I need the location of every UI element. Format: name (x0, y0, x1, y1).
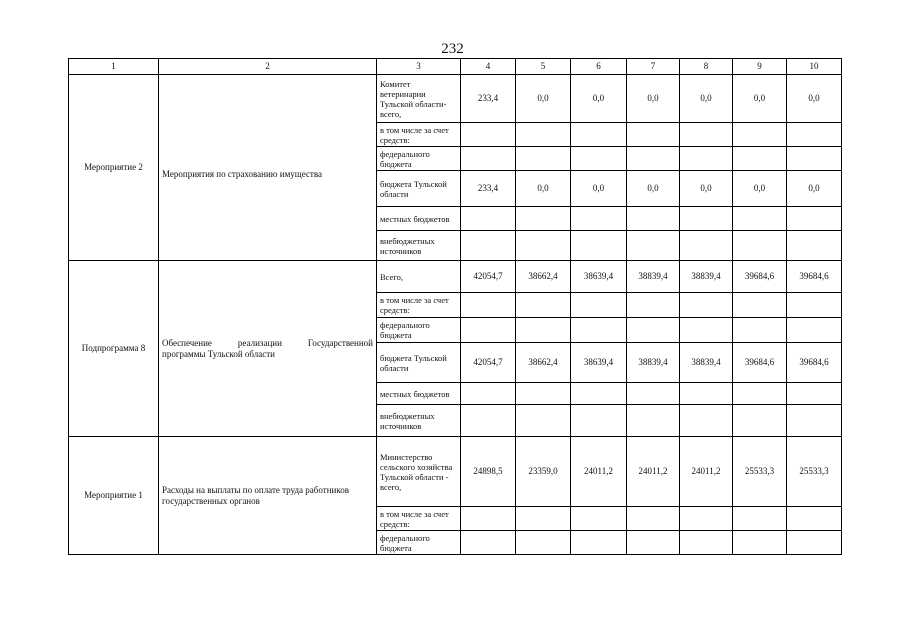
funding-source: местных бюджетов (377, 207, 461, 231)
value-cell (627, 207, 680, 231)
value-cell (516, 293, 571, 318)
value-cell (571, 207, 627, 231)
value-cell (461, 405, 516, 437)
value-cell (516, 405, 571, 437)
header-row (69, 59, 842, 75)
value-cell (787, 293, 842, 318)
value-cell (461, 383, 516, 405)
value-cell (571, 231, 627, 261)
value-cell (516, 531, 571, 555)
measure-title (159, 261, 377, 437)
value-cell (787, 231, 842, 261)
value-cell: 38839,4 (680, 261, 733, 293)
value-cell: 0,0 (680, 75, 733, 123)
value-cell (680, 123, 733, 147)
value-cell: 233,4 (461, 75, 516, 123)
value-cell (516, 383, 571, 405)
value-cell: 38662,4 (516, 343, 571, 383)
value-cell (787, 531, 842, 555)
value-cell: 24011,2 (680, 437, 733, 507)
value-cell (461, 207, 516, 231)
page-number: 232 (441, 41, 464, 57)
column-header: 4 (461, 59, 516, 75)
column-header: 2 (159, 59, 377, 75)
value-cell: 42054,7 (461, 261, 516, 293)
value-cell (516, 318, 571, 343)
measure-title: Расходы на выплаты по оплате труда работников государственных органов (159, 437, 377, 555)
value-cell: 0,0 (516, 171, 571, 207)
funding-source: внебюджетных источников (377, 405, 461, 437)
value-cell (627, 531, 680, 555)
value-cell (627, 507, 680, 531)
value-cell: 0,0 (571, 171, 627, 207)
value-cell (787, 507, 842, 531)
value-cell: 24898,5 (461, 437, 516, 507)
value-cell (461, 293, 516, 318)
value-cell (627, 318, 680, 343)
value-cell: 0,0 (571, 75, 627, 123)
value-cell: 23359,0 (516, 437, 571, 507)
table-row (69, 261, 842, 293)
value-cell (516, 147, 571, 171)
value-cell: 42054,7 (461, 343, 516, 383)
value-cell (680, 231, 733, 261)
funding-source: Комитет ветеринарии Тульской области- всего, (377, 75, 461, 123)
value-cell: 38839,4 (627, 261, 680, 293)
column-header: 6 (571, 59, 627, 75)
value-cell (627, 231, 680, 261)
table-row (69, 75, 842, 123)
value-cell (627, 405, 680, 437)
value-cell (571, 507, 627, 531)
funding-source: бюджета Тульской области (377, 171, 461, 207)
funding-source: бюджета Тульской области (377, 343, 461, 383)
column-header: 9 (733, 59, 787, 75)
value-cell (680, 507, 733, 531)
funding-source: федерального бюджета (377, 147, 461, 171)
value-cell (680, 531, 733, 555)
measure-title-line: программы Тульской области (162, 348, 276, 359)
value-cell: 233,4 (461, 171, 516, 207)
measure-title-line: Обеспечение реализации Государственной (162, 337, 373, 348)
measure-title: Мероприятия по страхованию имущества (159, 75, 377, 261)
funding-source: местных бюджетов (377, 383, 461, 405)
column-header: 8 (680, 59, 733, 75)
table-row (69, 437, 842, 507)
value-cell (680, 405, 733, 437)
value-cell: 38662,4 (516, 261, 571, 293)
value-cell (787, 123, 842, 147)
measure-name: Мероприятие 1 (69, 437, 159, 555)
funding-source: федерального бюджета (377, 318, 461, 343)
value-cell: 0,0 (787, 75, 842, 123)
value-cell (571, 318, 627, 343)
budget-table (68, 58, 842, 555)
value-cell (571, 293, 627, 318)
value-cell: 38839,4 (627, 343, 680, 383)
measure-name: Мероприятие 2 (69, 75, 159, 261)
value-cell (733, 383, 787, 405)
value-cell (733, 405, 787, 437)
value-cell (461, 531, 516, 555)
value-cell: 38639,4 (571, 343, 627, 383)
column-header: 10 (787, 59, 842, 75)
value-cell (571, 147, 627, 171)
value-cell (787, 147, 842, 171)
column-header: 1 (69, 59, 159, 75)
column-header: 3 (377, 59, 461, 75)
value-cell: 0,0 (627, 171, 680, 207)
value-cell (571, 531, 627, 555)
measure-name: Подпрограмма 8 (69, 261, 159, 437)
value-cell (680, 293, 733, 318)
value-cell: 24011,2 (627, 437, 680, 507)
value-cell (680, 147, 733, 171)
value-cell: 25533,3 (733, 437, 787, 507)
value-cell (516, 231, 571, 261)
value-cell: 38639,4 (571, 261, 627, 293)
value-cell: 39684,6 (733, 261, 787, 293)
value-cell: 0,0 (733, 75, 787, 123)
value-cell: 0,0 (787, 171, 842, 207)
value-cell (461, 507, 516, 531)
column-header: 7 (627, 59, 680, 75)
value-cell (571, 405, 627, 437)
value-cell (787, 318, 842, 343)
value-cell (787, 383, 842, 405)
funding-source: в том числе за счет средств: (377, 507, 461, 531)
value-cell (733, 231, 787, 261)
value-cell (627, 147, 680, 171)
value-cell (571, 123, 627, 147)
funding-source: Всего, (377, 261, 461, 293)
value-cell (733, 507, 787, 531)
value-cell (461, 123, 516, 147)
value-cell (787, 405, 842, 437)
value-cell (733, 147, 787, 171)
value-cell (516, 123, 571, 147)
value-cell (627, 123, 680, 147)
value-cell (516, 207, 571, 231)
funding-source: Министерство сельского хозяйства Тульской области - всего, (377, 437, 461, 507)
value-cell: 25533,3 (787, 437, 842, 507)
value-cell: 0,0 (680, 171, 733, 207)
funding-source: в том числе за счет средств: (377, 123, 461, 147)
column-header: 5 (516, 59, 571, 75)
value-cell (461, 318, 516, 343)
value-cell (627, 293, 680, 318)
value-cell: 0,0 (516, 75, 571, 123)
value-cell: 39684,6 (787, 343, 842, 383)
value-cell (733, 318, 787, 343)
value-cell (680, 383, 733, 405)
value-cell (680, 318, 733, 343)
value-cell (733, 123, 787, 147)
value-cell (627, 383, 680, 405)
value-cell (516, 507, 571, 531)
value-cell (733, 531, 787, 555)
value-cell (571, 383, 627, 405)
value-cell (787, 207, 842, 231)
funding-source: в том числе за счет средств: (377, 293, 461, 318)
value-cell: 0,0 (627, 75, 680, 123)
funding-source: внебюджетных источников (377, 231, 461, 261)
value-cell: 38839,4 (680, 343, 733, 383)
value-cell (461, 231, 516, 261)
value-cell: 0,0 (733, 171, 787, 207)
value-cell (680, 207, 733, 231)
funding-source: федерального бюджета (377, 531, 461, 555)
value-cell: 39684,6 (733, 343, 787, 383)
value-cell (461, 147, 516, 171)
value-cell: 39684,6 (787, 261, 842, 293)
value-cell (733, 207, 787, 231)
value-cell (733, 293, 787, 318)
value-cell: 24011,2 (571, 437, 627, 507)
